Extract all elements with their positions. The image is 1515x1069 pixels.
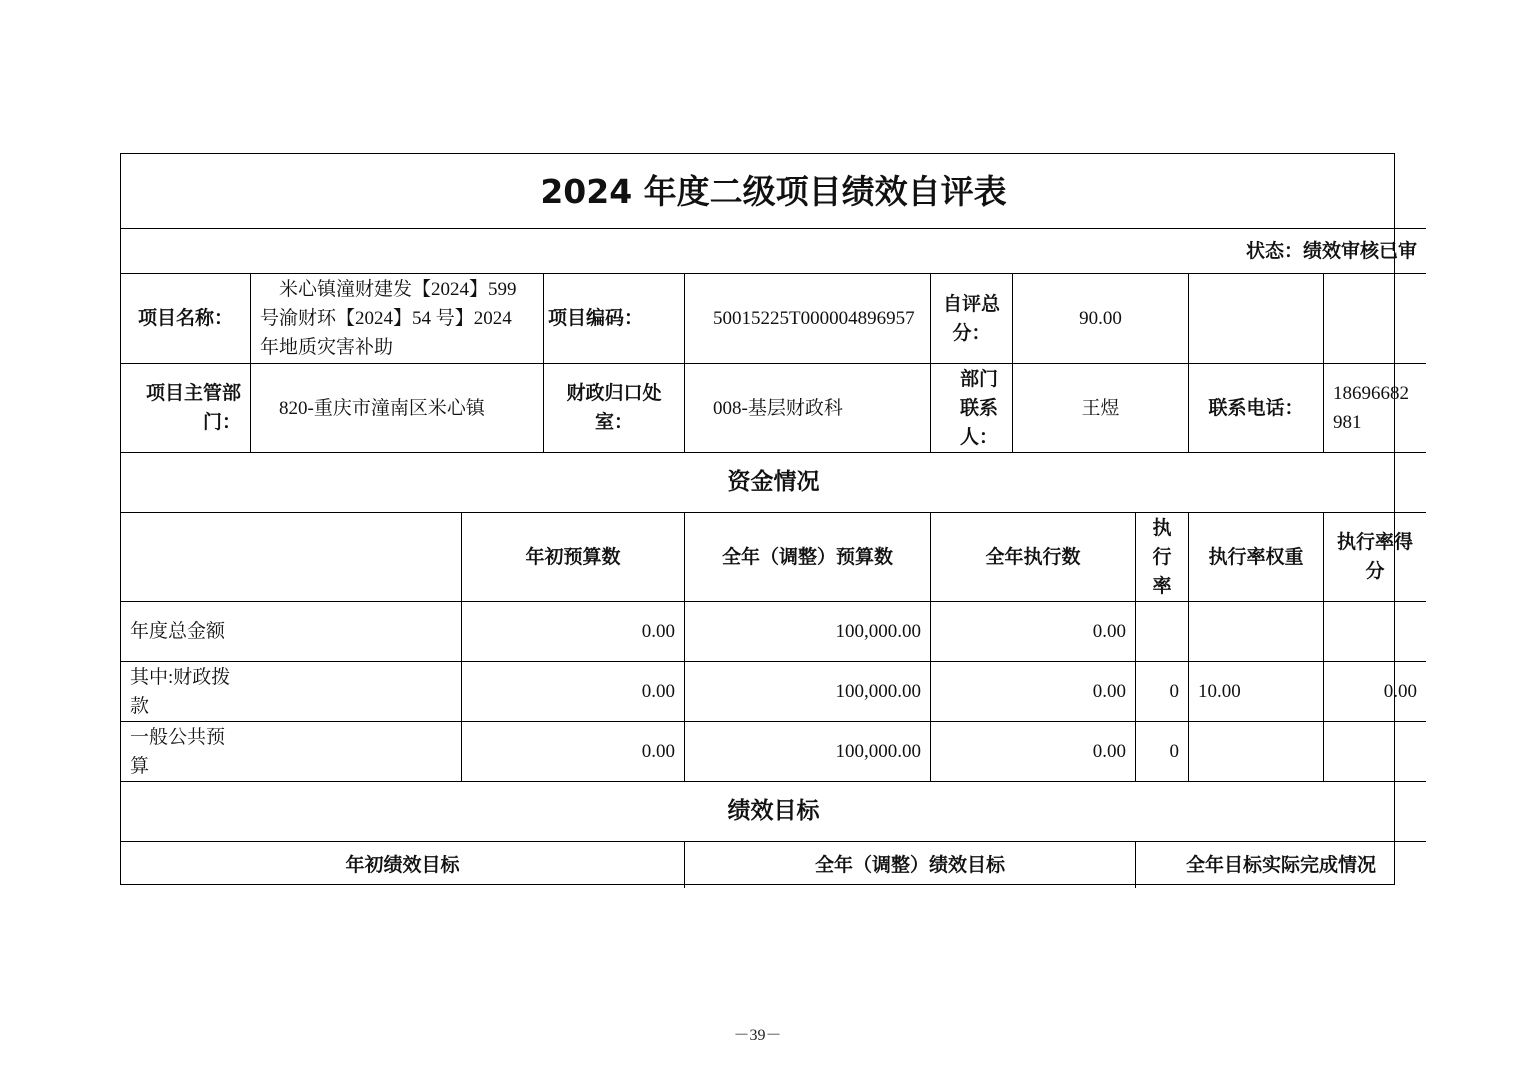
self-score-value: 90.00 <box>1013 274 1189 364</box>
header-initial-budget: 年初预算数 <box>462 513 685 602</box>
project-code-label: 项目编码： <box>544 274 685 364</box>
header-initial-goals: 年初绩效目标 <box>121 842 685 888</box>
header-rate-weight: 执行率权重 <box>1189 513 1324 602</box>
header-execution-rate: 执行率 <box>1136 513 1189 602</box>
table-title: 2024 年度二级项目绩效自评表 <box>121 154 1426 229</box>
empty-cell <box>1189 274 1324 364</box>
header-executed: 全年执行数 <box>931 513 1136 602</box>
fund-row-executed: 0.00 <box>931 722 1136 782</box>
project-code-value: 50015225T000004896957 <box>685 274 931 364</box>
self-score-label: 自评总分： <box>931 274 1013 364</box>
fund-row-label: 其中:财政拨款 <box>121 662 462 722</box>
fund-row-initial: 0.00 <box>462 602 685 662</box>
fund-row-adjusted: 100,000.00 <box>685 722 931 782</box>
empty-cell <box>1324 274 1426 364</box>
fund-row-rate: 0 <box>1136 722 1189 782</box>
department-label: 项目主管部门： <box>121 364 251 453</box>
status-text: 状态：绩效审核已审 <box>121 229 1426 274</box>
fund-row-weight <box>1189 602 1324 662</box>
project-name-value: 米心镇潼财建发【2024】599 号渝财环【2024】54 号】2024 年地质灾害补助 <box>251 274 544 364</box>
finance-office-label: 财政归口处室： <box>544 364 685 453</box>
performance-self-evaluation-table <box>120 153 1417 885</box>
header-actual-completion: 全年目标实际完成情况 <box>1185 853 1376 876</box>
fund-row-label: 年度总金额 <box>121 602 462 662</box>
contact-value: 王煜 <box>1013 364 1189 453</box>
fund-row-initial: 0.00 <box>462 722 685 782</box>
finance-office-value: 008-基层财政科 <box>685 364 931 453</box>
project-name-label: 项目名称： <box>121 274 251 364</box>
fund-row-adjusted: 100,000.00 <box>685 662 931 722</box>
fund-row-initial: 0.00 <box>462 662 685 722</box>
fund-row-adjusted: 100,000.00 <box>685 602 931 662</box>
funds-header-blank <box>121 513 462 602</box>
fund-row-executed: 0.00 <box>931 662 1136 722</box>
fund-row-score <box>1324 602 1426 662</box>
header-rate-score: 执行率得分 <box>1324 513 1426 602</box>
fund-row-weight: 10.00 <box>1189 662 1324 722</box>
fund-row-score: 0.00 <box>1324 662 1426 722</box>
phone-value: 18696682981 <box>1324 364 1426 453</box>
funds-section-title: 资金情况 <box>121 453 1426 513</box>
goals-section-title: 绩效目标 <box>121 782 1426 842</box>
header-adjusted-budget: 全年（调整）预算数 <box>685 513 931 602</box>
phone-label: 联系电话： <box>1189 364 1324 453</box>
page-number: －39－ <box>733 1027 782 1044</box>
fund-row-weight <box>1189 722 1324 782</box>
fund-row-label: 一般公共预算 <box>121 722 462 782</box>
fund-row-executed: 0.00 <box>931 602 1136 662</box>
fund-row-rate <box>1136 602 1189 662</box>
contact-label: 部门联系人： <box>931 364 1013 453</box>
header-adjusted-goals: 全年（调整）绩效目标 <box>685 842 1136 888</box>
fund-row-score <box>1324 722 1426 782</box>
fund-row-rate: 0 <box>1136 662 1189 722</box>
department-value: 820-重庆市潼南区米心镇 <box>251 364 544 453</box>
